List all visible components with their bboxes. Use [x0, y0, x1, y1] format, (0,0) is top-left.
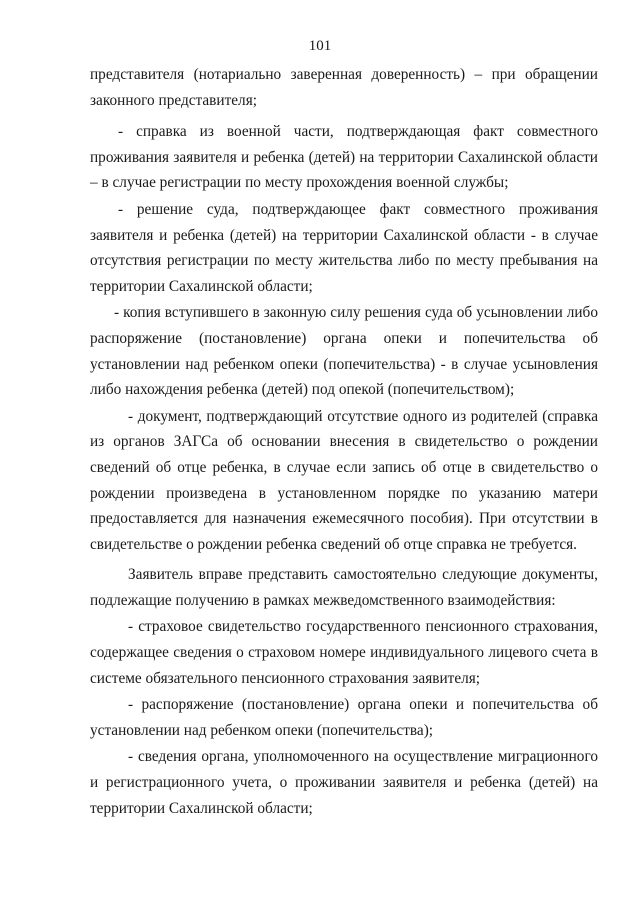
paragraph-court-decision: - решение суда, подтверждающее факт совместного проживания заявителя и ребенка (детей) на территории Сахалинской области - в случае отсутствия регистрации по месту жительства либо по месту пребывания на территории Сахалинской области;: [90, 200, 598, 295]
paragraph-adoption-copy: - копия вступившего в законную силу решения суда об усыновлении либо распоряжение (постановление) органа опеки и попечительства об установлении над ребенком опеки (попечительства) - в случае усыновления либо нахождения ребенка (детей) под опекой (попечительством);: [90, 304, 598, 399]
paragraph-representative-continuation: представителя (нотариально заверенная доверенность) – при обращении законного представителя;: [90, 66, 598, 109]
paragraph-migration-registration: - сведения органа, уполномоченного на осуществление миграционного и регистрационного учета, о проживании заявителя и ребенка (детей) на территории Сахалинской области;: [90, 748, 598, 817]
document-body: [90, 62, 598, 821]
paragraph-parent-absence-document: - документ, подтверждающий отсутствие одного из родителей (справка из органов ЗАГСа об основании внесения в свидетельство о рождении сведений об отце ребенка, в случае если запись об отце в свидетельство о рождении произведена в установленном порядке по указанию матери предоставляется для назначения ежемесячного пособия). При отсутствии в свидетельстве о рождении ребенка сведений об отце справка не требуется.: [90, 407, 598, 553]
paragraph-insurance-certificate: - страховое свидетельство государственного пенсионного страхования, содержащее сведения о страховом номере индивидуального лицевого счета в системе обязательного пенсионного страхования заявителя;: [90, 618, 598, 687]
paragraph-applicant-right: Заявитель вправе представить самостоятельно следующие документы, подлежащие получению в рамках межведомственного взаимодействия:: [90, 566, 598, 609]
paragraph-military-certificate: - справка из военной части, подтверждающая факт совместного проживания заявителя и ребенка (детей) на территории Сахалинской области – в случае регистрации по месту прохождения военной службы;: [90, 123, 598, 192]
paragraph-guardianship-order: - распоряжение (постановление) органа опеки и попечительства об установлении над ребенком опеки (попечительства);: [90, 696, 598, 739]
page-number: 101: [308, 38, 332, 54]
